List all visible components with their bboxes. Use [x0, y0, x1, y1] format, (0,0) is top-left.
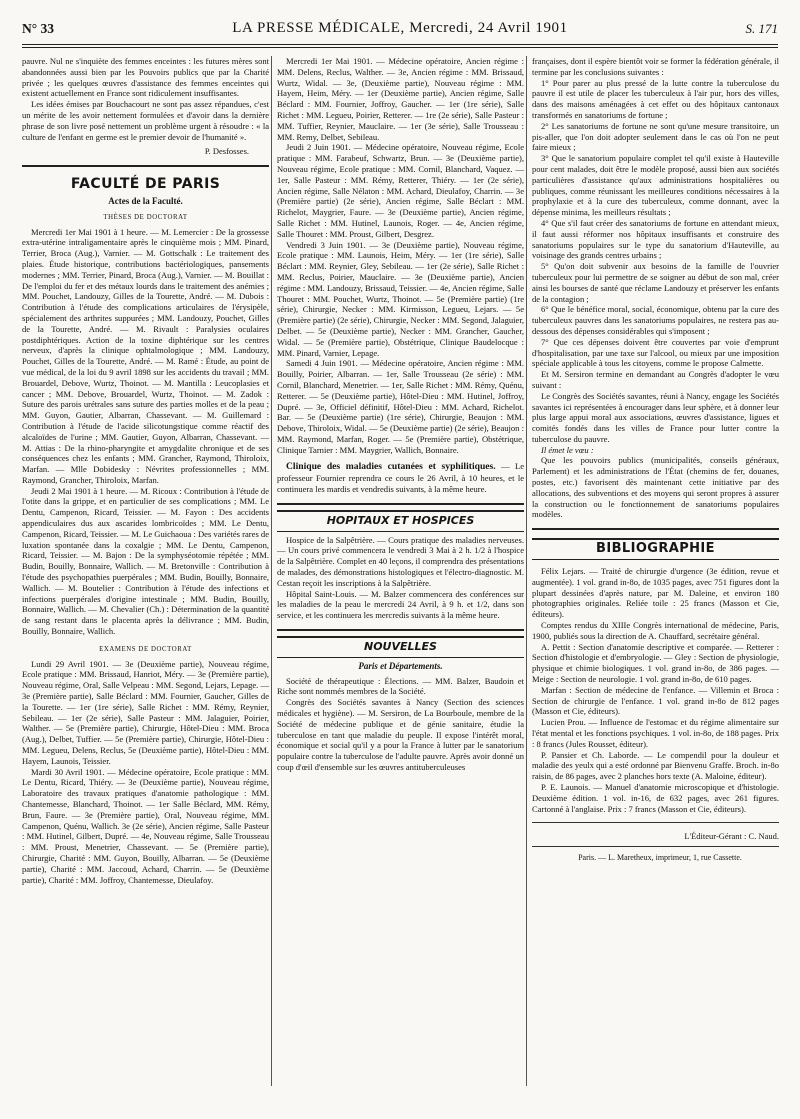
news-subtitle: Paris et Départements. — [358, 660, 443, 671]
footer-rule — [532, 846, 779, 847]
bibliography-entry: Marfan : Section de médecine de l'enfance. — Villemin et Broca : Section de chirurgie de l'enfance. 1 vol. grand in-8o de 812 pages (Masson et Cie, éditeurs). — [532, 684, 779, 717]
article-paragraph: Il émet le vœu : — [541, 444, 594, 455]
article-paragraph: Le Congrès des Sociétés savantes, réuni à Nancy, engage les Sociétés savantes ici représentées à encourager dans leur sphère, et à donner leur plus large appui moral aux associations, œuvres d'assistance, ligues et comités fondés dans les villes de France pour lutter contre la tuberculose du pauvre. — [532, 390, 779, 444]
column-2 — [277, 56, 524, 773]
folio: S. 171 — [745, 21, 778, 36]
section-title: FACULTÉ DE PARIS — [70, 176, 221, 193]
section-rule — [532, 528, 779, 530]
theses-paragraph: Mercredi 1er Mai 1901 à 1 heure. — M. Lemercier : De la grossesse extra-utérine intraligamentaire après le cinquième mois ; MM. Pinard, Terrier, Broca (Aug.), Varnier. — M. Gottschalk : Le traitement des plaies. Étude historique, contributions bactériologiques, pansements modernes ; MM. Terrier, Pinard, Broca (Aug.), Varnier. — M. Bouillat : De l'emploi du fer et des métaux lourds dans le traitement des anémies ; MM. Pouchet, Landouzy, Gilles de la Tourette, André. — M. Dubois : Contribution à l'étude des complications articulaires de l'érysipèle, spécialement des arthrites suppurées ; MM. Landouzy, Pouchet, Gilles de la Tourette, André. — M. Rivault : Paralysies oculaires postdiphtériques. Action de la toxine diphtérique sur les centres nerveux, d'après la clinique ophtalmologique ; MM. Landouzy, Pouchet, Gilles de la Tourette, André. — M. Ramé : Étude, au point de vue médical, de la loi du 9 avril 1898 sur les accidents du travail ; MM. Brouardel, Debove, Wurtz, Thoinot. — M. Mantilla : Leucoplasies et cancer ; MM. Debove, Brouardel, Wurtz, Thoinot. — M. Zadok : Suture des parois urétrales sans suture des parties molles et de la peau ; MM. Guyon, Gautier, Albarran, Chassevant. — M. Guillemard : Contribution à l'étude de l'acide silicotungstique comme réactif des alcaloïdes de l'urine ; MM. Gautier, Guyon, Albarran, Chassevant. — M. Attias : De la rhino-pharyngite et amygdalite chronique et de ses conséquences chez les enfants ; MM. Grancher, Raymond, Thiroloix, Marfan. — Mlle Dobidesky : Névrites professionnelles ; MM. Raymond, Grancher, Thiroloix, Marfan. — [22, 226, 269, 485]
exam-paragraph: Mercredi 1er Mai 1901. — Médecine opératoire, Ancien régime : MM. Delens, Reclus, Walther. — 3e, Ancien régime : MM. Brissaud, Wurtz, Widal. — 3e, (Deuxième partie), Nouveau régime : MM. Hayem, Heim, Méry. — 1er (Deuxième partie), Ancien régime, Salle Béclard : MM. Fournier, Joffroy, Gaucher. — 1er (1re série), Salle Richet : MM. Legueu, Poirier, Retterer. — 1re (2e série), Salle Pasteur : MM. Tuffier, Reynier, Mauclaire. — 1er (3e série), Salle Trousseau : MM. Remy, Delbet, Sebileau. — [277, 56, 524, 142]
column-1 — [22, 56, 269, 885]
bibliography-entry: A. Pettit : Section d'anatomie descriptive et comparée. — Retterer : Section d'histologie et d'embryologie. — Gley : Section de physiologie, physique et chimie biologiques. 1 vol. grand in-8o, de 386 pages. — Meige : Section de neurologie. 1 vol. grand in-8o, de 610 pages. — [532, 641, 779, 685]
hospitals-title: HOPITAUX ET HOSPICES — [277, 510, 524, 532]
header-rule — [22, 44, 778, 48]
article-paragraph: Que les pouvoirs publics (municipalités, conseils généraux, Parlement) et les administrations de l'État (chemins de fer, douanes, postes, etc.) favorisent dès maintenant cette initiative par des allocations, des subventions et des moyens qui seront propres à assurer la construction ou le fonctionnement de sanatoriums populaires modèles. — [532, 455, 779, 520]
exams-label: EXAMENS DE DOCTORAT — [99, 645, 192, 653]
theses-paragraph: Jeudi 2 Mai 1901 à 1 heure. — M. Ricoux : Contribution à l'étude de l'otite dans la grippe, et en particulier de ses complications ; MM. Le Dentu, Campenon, Ricard, Teissier. — M. Fayon : Des accidents appendiculaires dus aux ascarides lombricoïdes ; MM. Le Dentu, Campenon, Ricard, Teissier. — M. Le Guichaoua : Des variétés rares de luxation spontanée dans la coxalgie ; MM. Le Dentu, Campenon, Ricard, Teissier. — M. Bajon : De la symphyséotomie répétée ; MM. Budin, Bouilly, Bonnaire, Wallich. — M. Bretonville : Contribution à l'étude des psychopathies puerpérales ; MM. Budin, Bouilly, Bonnaire, Wallich. — M. Boutelier : Contribution à l'étude des infections et infections puerpérales d'origine intestinale ; MM. Budin, Bouilly, Bonnaire, Wallich. — M. Chevalier (Ch.) : Détermination de la quantité de sang restant dans le placenta après la délivrance ; MM. Budin, Bouilly, Bonnaire, Wallich. — [22, 485, 269, 637]
news-title: NOUVELLES — [277, 636, 524, 658]
article-paragraph: françaises, dont il espère bientôt voir se former la fédération générale, il termine par les conclusions suivantes : — [532, 56, 779, 77]
exam-paragraph: Jeudi 2 Juin 1901. — Médecine opératoire, Nouveau régime, Ecole pratique : MM. Farabeuf, Schwartz, Brun. — 3e (Deuxième partie), Nouveau régime, Ecole pratique : MM. Cornil, Blanchard, Vaquez. — 1er, Salle Pasteur : MM. Rémy, Retterer, Thiéry. — 1er (2e série), Ancien régime, Salle Nélaton : MM. Achard, Dieulafoy, Charrin. — 3e (Première partie) (2e série), Ancien régime, Salle Béclart : MM. Richelot, Maygrier, Faure. — 3e (Deuxième partie), Ancien régime, Salle Richet : MM. Hutinel, Launois, Roger. — 4e, Ancien régime, Salle Thouret : MM. Proust, Gilbert, Desgrez. — [277, 142, 524, 239]
running-header — [22, 18, 778, 40]
conclusion-item: 6° Que le bénéfice moral, social, économique, obtenu par la cure des tuberculeux pauvres dans les sanatoriums populaires, ne restera pas au-dessous des dépenses considérables qui s'imposent ; — [532, 304, 779, 336]
bibliography-title: BIBLIOGRAPHIE — [532, 538, 779, 560]
subsection-title: Actes de la Faculté. — [108, 195, 183, 206]
bibliography-entry: Comptes rendus du XIIIe Congrès international de médecine, Paris, 1900, publiés sous la direction de A. Chauffard, secrétaire général. — [532, 620, 779, 641]
editor-line: L'Éditeur-Gérant : C. Naud. — [684, 831, 779, 842]
footer-rule — [532, 822, 779, 823]
clinique-title: Clinique des maladies cutanées et syphilitiques. — [286, 461, 496, 473]
issue-number: N° 33 — [22, 21, 55, 36]
article-paragraph: pauvre. Nul ne s'inquiète des femmes enceintes : les futures mères sont abandonnées aussi bien par les Pouvoirs publics que par la Charité privée ; les quelques œuvres d'assistance des femmes enceintes qui existent actuellement en France sont ridiculement insuffisantes. — [22, 56, 269, 99]
section-rule — [277, 629, 524, 631]
bibliography-entry: Lucien Prou. — Influence de l'estomac et du régime alimentaire sur l'état mental et les fonctions psychiques. 1 vol. in-8o, de 188 pages. Prix : 8 francs (Jules Rousset, éditeur). — [532, 717, 779, 749]
section-rule — [277, 503, 524, 505]
conclusion-item: 5° Qu'on doit subvenir aux besoins de la famille de l'ouvrier tuberculeux pour lui permettre de se soigner au début de son mal, créer ainsi les bourses de santé que réclame Landouzy et préserver les enfants de la contagion ; — [532, 261, 779, 304]
saint-louis-notice: Hôpital Saint-Louis. — M. Balzer commencera des conférences sur les maladies de la peau le mercredi 24 Avril, à 9 h. et 1/2, dans son service, et les continuera les mercredis suivants à la même heure. — [277, 588, 524, 621]
conclusion-item: 1° Pour parer au plus pressé de la lutte contre la tuberculose du pauvre il est utile de placer les tuberculeux à l'air pur, hors des villes, dans des maisons aménagées à cet effet ou des hôpitaux cantonaux transformés en sanatoriums de fortune ; — [532, 77, 779, 120]
column-divider — [526, 56, 527, 1086]
bibliography-entry: P. Pansier et Ch. Laborde. — Le compendil pour la douleur et maladie des yeulx qui a esté ordonné par Bienvenu Graffe. Broch. in-8o raisin, de 86 pages, avec 2 planches hors texte (A. Maloine, éditeur). — [532, 749, 779, 782]
conclusion-item: 3° Que le sanatorium populaire complet tel qu'il existe à Hauteville pour cent malades, doit être le modèle proposé, aussi bien aux sociétés particulières d'assistance qu'aux administrations hospitalières ou publiques, comme réunissant les meilleures conditions nécessaires à la prophylaxie et à la cure des tuberculeux, comme donnant, avec la dépense minima, les meilleurs résultats ; — [532, 153, 779, 218]
congres-notice: Congrès des Sociétés savantes à Nancy (Section des sciences médicales et hygiène). — M. Sersiron, de La Bourboule, membre de la Société de médecine publique et de génie sanitaire, étudie la tuberculose en tant que maladie du peuple. Il expose l'intérêt moral, économique et social qu'il y a pour la France à lutter par le sanatorium populaire contre la tuberculose de l'adulte pauvre. Après avoir donné un coup d'œil d'ensemble sur les œuvres antituberculeuses — [277, 697, 524, 773]
column-divider — [271, 56, 272, 1086]
theses-label: THÈSES DE DOCTORAT — [103, 213, 188, 221]
printer-line: Paris. — L. Maretheux, imprimeur, 1, rue Cassette. — [578, 853, 742, 863]
section-rule — [22, 165, 269, 167]
conclusion-item: 7° Que ces dépenses doivent être couvertes par voie d'emprunt d'hospitalisation, par une taxe sur l'alcool, ou mieux par une imposition spéciale applicable à tous les citoyens, comme le propose Calmette. — [532, 336, 779, 369]
exam-paragraph: Mardi 30 Avril 1901. — Médecine opératoire, Ecole pratique : MM. Le Dentu, Ricard, Thiéry. — 3e (Deuxième partie), Nouveau régime, Laboratoire des travaux pratiques d'anatomie pathologique : MM. Chantemesse, Blanchard, Thoinot. — 1er Salle Béclard, MM. Rémy, Brun, Faure. — 3e (Première partie), Oral, Nouveau régime, MM. Campenon, Quénu, Wallich. 3e (2e série), Ancien régime, Salle Pasteur : MM. Hutinel, Gilbert, Dupré. — 4e, Nouveau régime, Salle Trousseau : MM. Proust, Menetrier, Chassevant. — 5e (Première partie), Chirurgie, Charité : MM. Guyon, Bouilly, Albarran. — 5e (Deuxième partie), Charité : MM. Jaccoud, Achard, Charrin. — 5e (Deuxième partie), Charité : MM. Joffroy, Chantemesse, Dieulafoy. — [22, 766, 269, 885]
author-signature: P. Desfosses. — [204, 146, 249, 157]
salpetriere-notice: Hospice de la Salpêtrière. — Cours pratique des maladies nerveuses. — Un cours privé commencera le vendredi 3 Mai à 2 h. 1/2 à l'hospice de la Salpêtrière. Complet en 40 leçons, il comprendra des présentations de malades, des démonstrations histologiques et l'électro-diagnostic. M. Cestan reçoit les inscriptions à la Salpêtrière. — [277, 534, 524, 588]
bibliography-entry: P. E. Launois. — Manuel d'anatomie microscopique et d'histologie. Deuxième édition. 1 vol. in-16, de 632 pages, avec 261 figures. Cartonné à l'anglaise. Prix : 7 francs (Masson et Cie, éditeurs). — [532, 782, 779, 814]
clinique-notice — [277, 461, 524, 494]
exam-paragraph: Samedi 4 Juin 1901. — Médecine opératoire, Ancien régime : MM. Bouilly, Poirier, Albarran. — 1er, Salle Trousseau (2e série) : MM. Cornil, Blanchard, Menetrier. — 1er, Salle Richet : MM. Rémy, Quénu, Retterer. — 5e (Deuxième partie), Hôtel-Dieu : MM. Hutinel, Joffroy, Dupré. — 3e, Officiel définitif, Hôtel-Dieu : MM. Achard, Richelot. Bar. — 5e (Deuxième partie) (1re série), Chirurgie, Beaujon : MM. Debove, Thiroloix, Widal. — 5e (Deuxième partie) (2e série), Beaujon : MM. Raymond, Marfan, Roger. — 5e (Première partie), Obstétrique, Clinique Tarnier : MM. Maygrier, Wallich, Bonnaire. — [277, 358, 524, 455]
article-paragraph: Et M. Sersiron termine en demandant au Congrès d'adopter le vœu suivant : — [532, 369, 779, 390]
conclusion-item: 2° Les sanatoriums de fortune ne sont qu'une mesure transitoire, un pis-aller, que l'on doit adopter seulement dans le cas où l'on ne peut faire mieux ; — [532, 120, 779, 153]
therapeutique-notice: Société de thérapeutique : Élections. — MM. Balzer, Baudoin et Riche sont nommés membres de la Société. — [277, 675, 524, 697]
journal-title: LA PRESSE MÉDICALE, Mercredi, 24 Avril 1901 — [232, 20, 568, 36]
article-paragraph: Les idées émises par Bouchacourt ne sont pas assez répandues, c'est un mérite de les avoir nettement formulées et d'avoir dans la dernière phrase de son livre posé nettement un problème urgent à résoudre : « la culture de l'enfant en germe est le premier devoir de l'humanité ». — [22, 99, 269, 142]
exam-paragraph: Vendredi 3 Juin 1901. — 3e (Deuxième partie), Nouveau régime, Ecole pratique : MM. Launois, Heim, Méry. — 1er (1re série), Salle Béclart : MM. Reynier, Gley, Sebileau. — 1er (2e série), Salle Richet : MM. Reclus, Poirier, Mauclaire. — 3e (Deuxième partie), Ancien régime : MM. Landouzy, Brissaud, Teissier. — 4e, Ancien régime, Salle Thouret : MM. Pouchet, Wurtz, Thoinot. — 5e (Première partie) (1re série), Chirurgie, Necker : MM. Kirmisson, Legueu, Lejars. — 5e (Première partie) (2e série), Chirurgie, Necker : MM. Segond, Jalaguier, Delbet. — 5e (Deuxième partie), Necker : MM. Grancher, Gaucher, Widal. — 5e (Première partie), Obstétrique, Clinique Baudelocque : MM. Pinard, Varnier, Lepage. — [277, 239, 524, 358]
exam-paragraph: Lundi 29 Avril 1901. — 3e (Deuxième partie), Nouveau régime, Ecole pratique : MM. Brissaud, Hanriot, Méry. — 3e (Première partie), Nouveau régime, Oral, Salle Velpeau : MM. Segond, Lejars, Lepage. — 3e (Première partie), Salle Béclard : MM. Fournier, Gaucher, Gilles de la Tourette. — 1er (1re série), Salle Richet : MM. Rémy, Reynier, Sebileau. — 1er (2e série), Salle Pasteur : MM. Jalaguier, Poirier, Walther. — 5e (Première partie), Chirurgie, Hôtel-Dieu : MM. Broca (Aug.), Delbet, Tuffier. — 5e (Première partie), Chirurgie, Hôtel-Dieu : MM. Legueu, Delens, Reclus, 5e (Deuxième partie), Hôtel-Dieu : MM. Hayem, Launois, Teissier. — [22, 658, 269, 766]
bibliography-entry: Félix Lejars. — Traité de chirurgie d'urgence (3e édition, revue et augmentée). 1 vol. grand in-8o, de 1035 pages, avec 751 figures dont la plupart dessinées d'après nature, par M. Daleine, et environ 180 photographies originales. Reliée toile : 25 francs (Masson et Cie, éditeurs). — [532, 566, 779, 620]
clinique-text: — Le professeur Fournier reprendra ce cours le 26 Avril, à 10 heures, et le continuera les mardis et vendredis suivants, à la même heure. — [277, 461, 524, 495]
column-3 — [532, 56, 779, 864]
conclusion-item: 4° Que s'il faut créer des sanatoriums de fortune en attendant mieux, il faut aussi réformer nos hôpitaux insuffisants et construire des sanatoriums populaires sur le type du sanatorium d'Hauteville, au voisinage des grands centres urbains ; — [532, 217, 779, 261]
